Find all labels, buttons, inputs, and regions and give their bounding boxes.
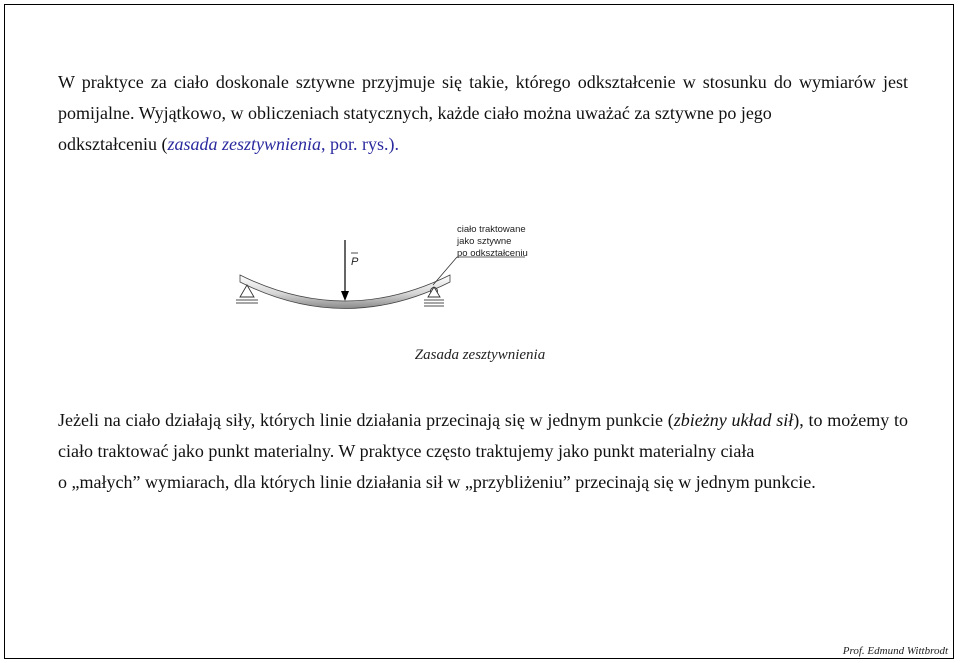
intro-line-3-end: , por. rys.). <box>320 134 399 154</box>
annotation-line-2: jako sztywne <box>457 236 512 247</box>
concurrent-text-start: Jeżeli na ciało działają siły, których linie działania przecinają się w jednym punkcie ( <box>58 410 674 430</box>
beam-figure <box>230 215 550 315</box>
concurrent-forces-paragraph <box>58 405 908 498</box>
figure-caption: Zasada zesztywnienia <box>414 347 546 363</box>
annotation-line-3: po odkształceniu <box>457 248 528 259</box>
annotation-line-1: ciało traktowane <box>457 224 526 235</box>
concurrent-forces-term: zbieżny układ sił <box>673 410 794 430</box>
intro-line-1: W praktyce za ciało doskonale sztywne przyjmuje się takie, którego odkształcenie w stosunku do wymiarów <box>58 72 876 92</box>
intro-line-3-start: odkształceniu ( <box>58 134 168 154</box>
intro-paragraph <box>58 67 908 160</box>
force-arrow-icon <box>341 240 349 301</box>
stiffening-principle-link[interactable]: zasada zesztywnienia <box>167 134 321 154</box>
author-footer: Prof. Edmund Wittbrodt <box>842 645 948 657</box>
intro-line-3 <box>58 129 908 160</box>
concurrent-text-last-line: o „małych” wymiarach, dla których linie działania sił w „przybliżeniu” przecinają się w jednym punkcie. <box>58 472 816 492</box>
concurrent-text-middle: ), to możemy to ciało traktować jako punkt materialny. W praktyce często traktujemy jako punkt materialny ciała <box>58 410 908 461</box>
intro-line-2: jest pomijalne. Wyjątkowo, w obliczeniach statycznych, każde ciało można uważać za sztywne po jego <box>58 72 909 123</box>
force-label: P <box>351 256 359 268</box>
